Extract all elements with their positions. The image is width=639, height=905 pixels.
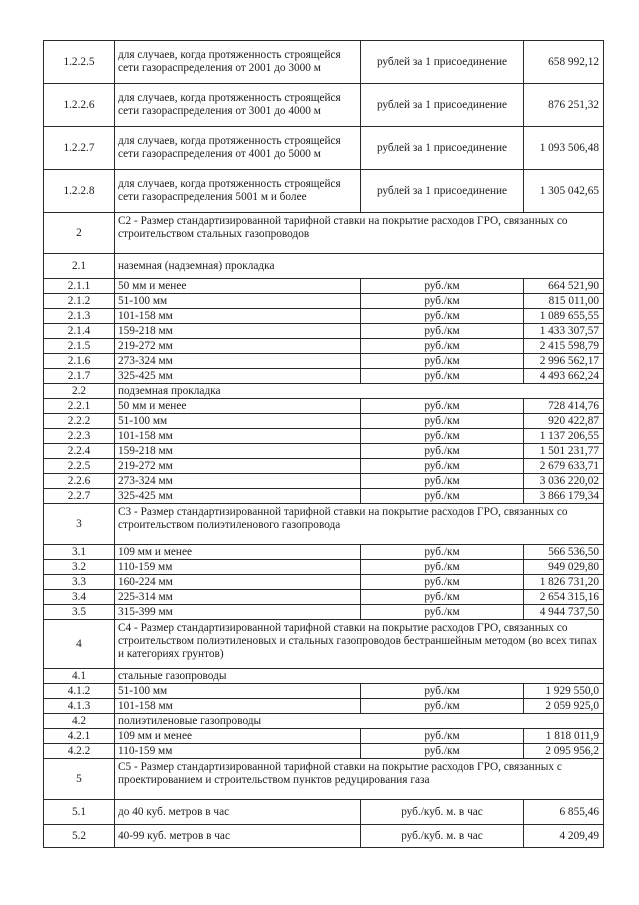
row-code: 4.1 (44, 669, 115, 684)
row-value: 728 414,76 (524, 399, 604, 414)
row-unit: руб./км (361, 575, 524, 590)
row-code: 2.1.3 (44, 309, 115, 324)
row-unit: руб./км (361, 545, 524, 560)
row-description: 159-218 мм (115, 444, 361, 459)
table-row (44, 324, 604, 339)
subsection-title: стальные газопроводы (115, 669, 604, 684)
row-unit: рублей за 1 присоединение (361, 127, 524, 170)
table-row (44, 84, 604, 127)
table-row (44, 560, 604, 575)
row-value: 1 093 506,48 (524, 127, 604, 170)
row-code: 2.2.5 (44, 459, 115, 474)
row-code: 2.2.3 (44, 429, 115, 444)
row-unit: руб./км (361, 729, 524, 744)
row-description: 101-158 мм (115, 699, 361, 714)
row-unit: руб./куб. м. в час (361, 800, 524, 825)
row-value: 4 493 662,24 (524, 369, 604, 384)
table-row (44, 825, 604, 848)
row-code: 2.1.7 (44, 369, 115, 384)
row-value: 815 011,00 (524, 294, 604, 309)
row-value: 2 679 633,71 (524, 459, 604, 474)
row-description: 219-272 мм (115, 339, 361, 354)
row-code: 3.1 (44, 545, 115, 560)
row-description: 50 мм и менее (115, 279, 361, 294)
row-unit: руб./км (361, 474, 524, 489)
row-code: 2.2.4 (44, 444, 115, 459)
row-unit: руб./км (361, 309, 524, 324)
row-code: 4.2.1 (44, 729, 115, 744)
subsection-title: подземная прокладка (115, 384, 604, 399)
row-value: 2 996 562,17 (524, 354, 604, 369)
row-code: 2.2.2 (44, 414, 115, 429)
table-row (44, 294, 604, 309)
row-description: 325-425 мм (115, 489, 361, 504)
row-description: 109 мм и менее (115, 545, 361, 560)
row-unit: руб./км (361, 744, 524, 759)
subsection-row (44, 254, 604, 279)
table-row (44, 127, 604, 170)
table-row (44, 684, 604, 699)
row-unit: руб./км (361, 489, 524, 504)
row-description: 51-100 мм (115, 414, 361, 429)
row-value: 4 209,49 (524, 825, 604, 848)
table-row (44, 170, 604, 213)
row-code: 3 (44, 504, 115, 545)
row-unit: руб./км (361, 560, 524, 575)
row-unit: руб./км (361, 590, 524, 605)
table-row (44, 474, 604, 489)
row-code: 1.2.2.7 (44, 127, 115, 170)
row-unit: руб./км (361, 324, 524, 339)
row-value: 3 866 179,34 (524, 489, 604, 504)
row-unit: руб./км (361, 429, 524, 444)
row-value: 920 422,87 (524, 414, 604, 429)
row-unit: рублей за 1 присоединение (361, 84, 524, 127)
row-unit: руб./км (361, 279, 524, 294)
row-code: 1.2.2.6 (44, 84, 115, 127)
row-description: 225-314 мм (115, 590, 361, 605)
row-unit: руб./км (361, 294, 524, 309)
row-code: 3.3 (44, 575, 115, 590)
section-title: С2 - Размер стандартизированной тарифной ставки на покрытие расходов ГРО, связанных со строительством стальных газопроводов (115, 213, 604, 254)
row-code: 2.1.2 (44, 294, 115, 309)
table-row (44, 459, 604, 474)
subsection-row (44, 669, 604, 684)
row-unit: руб./км (361, 354, 524, 369)
row-code: 4.1.2 (44, 684, 115, 699)
row-description: 219-272 мм (115, 459, 361, 474)
section-title: С3 - Размер стандартизированной тарифной ставки на покрытие расходов ГРО, связанных со строительством полиэтиленового газопровода (115, 504, 604, 545)
row-description: 101-158 мм (115, 429, 361, 444)
table-row (44, 279, 604, 294)
row-unit: руб./км (361, 699, 524, 714)
row-code: 4.2.2 (44, 744, 115, 759)
row-unit: рублей за 1 присоединение (361, 170, 524, 213)
table-row (44, 429, 604, 444)
table-row (44, 489, 604, 504)
row-value: 949 029,80 (524, 560, 604, 575)
row-unit: руб./км (361, 414, 524, 429)
tariff-table-page (43, 40, 603, 848)
row-code: 4 (44, 620, 115, 669)
row-description: 110-159 мм (115, 744, 361, 759)
table-row (44, 309, 604, 324)
row-value: 1 501 231,77 (524, 444, 604, 459)
row-code: 2.1.4 (44, 324, 115, 339)
table-row (44, 369, 604, 384)
row-description: до 40 куб. метров в час (115, 800, 361, 825)
table-row (44, 729, 604, 744)
row-value: 664 521,90 (524, 279, 604, 294)
row-code: 2.1 (44, 254, 115, 279)
row-value: 876 251,32 (524, 84, 604, 127)
row-value: 1 818 011,9 (524, 729, 604, 744)
row-description: 273-324 мм (115, 354, 361, 369)
subsection-row (44, 714, 604, 729)
table-row (44, 699, 604, 714)
row-description: 159-218 мм (115, 324, 361, 339)
row-code: 1.2.2.8 (44, 170, 115, 213)
row-description: 50 мм и менее (115, 399, 361, 414)
row-description: 110-159 мм (115, 560, 361, 575)
table-row (44, 545, 604, 560)
row-description: 325-425 мм (115, 369, 361, 384)
row-description: для случаев, когда протяженность строящейся сети газораспределения 5001 м и более (115, 170, 361, 213)
row-code: 4.1.3 (44, 699, 115, 714)
table-row (44, 744, 604, 759)
row-value: 1 929 550,0 (524, 684, 604, 699)
row-description: 101-158 мм (115, 309, 361, 324)
row-unit: руб./км (361, 459, 524, 474)
row-value: 4 944 737,50 (524, 605, 604, 620)
row-value: 1 305 042,65 (524, 170, 604, 213)
row-value: 2 415 598,79 (524, 339, 604, 354)
row-value: 2 095 956,2 (524, 744, 604, 759)
row-value: 1 089 655,55 (524, 309, 604, 324)
row-value: 2 059 925,0 (524, 699, 604, 714)
row-code: 5.1 (44, 800, 115, 825)
row-code: 1.2.2.5 (44, 41, 115, 84)
row-code: 2.1.6 (44, 354, 115, 369)
row-value: 2 654 315,16 (524, 590, 604, 605)
row-description: 40-99 куб. метров в час (115, 825, 361, 848)
row-value: 566 536,50 (524, 545, 604, 560)
row-value: 1 433 307,57 (524, 324, 604, 339)
row-description: 315-399 мм (115, 605, 361, 620)
row-value: 1 137 206,55 (524, 429, 604, 444)
row-description: 160-224 мм (115, 575, 361, 590)
row-unit: руб./км (361, 444, 524, 459)
row-code: 2.2.1 (44, 399, 115, 414)
row-code: 2.2 (44, 384, 115, 399)
row-description: для случаев, когда протяженность строящейся сети газораспределения от 2001 до 3000 м (115, 41, 361, 84)
row-code: 2.1.1 (44, 279, 115, 294)
row-description: 109 мм и менее (115, 729, 361, 744)
row-value: 1 826 731,20 (524, 575, 604, 590)
row-code: 4.2 (44, 714, 115, 729)
row-description: 273-324 мм (115, 474, 361, 489)
section-header-row (44, 504, 604, 545)
row-unit: руб./км (361, 684, 524, 699)
section-title: С5 - Размер стандартизированной тарифной ставки на покрытие расходов ГРО, связанных с проектированием и строительством пунктов редуцирования газа (115, 759, 604, 800)
subsection-row (44, 384, 604, 399)
table-row (44, 444, 604, 459)
row-code: 3.2 (44, 560, 115, 575)
row-code: 2.2.6 (44, 474, 115, 489)
row-description: для случаев, когда протяженность строящейся сети газораспределения от 4001 до 5000 м (115, 127, 361, 170)
table-row (44, 575, 604, 590)
section-header-row (44, 213, 604, 254)
table-row (44, 414, 604, 429)
tariff-table (43, 40, 604, 848)
row-code: 3.4 (44, 590, 115, 605)
row-description: 51-100 мм (115, 294, 361, 309)
row-value: 3 036 220,02 (524, 474, 604, 489)
row-unit: руб./км (361, 605, 524, 620)
subsection-title: наземная (надземная) прокладка (115, 254, 604, 279)
table-row (44, 41, 604, 84)
row-code: 2 (44, 213, 115, 254)
row-value: 6 855,46 (524, 800, 604, 825)
table-row (44, 354, 604, 369)
table-row (44, 399, 604, 414)
row-description: для случаев, когда протяженность строящейся сети газораспределения от 3001 до 4000 м (115, 84, 361, 127)
table-row (44, 339, 604, 354)
row-description: 51-100 мм (115, 684, 361, 699)
row-code: 5.2 (44, 825, 115, 848)
row-code: 5 (44, 759, 115, 800)
row-unit: рублей за 1 присоединение (361, 41, 524, 84)
section-header-row (44, 759, 604, 800)
row-code: 2.2.7 (44, 489, 115, 504)
table-row (44, 590, 604, 605)
subsection-title: полиэтиленовые газопроводы (115, 714, 604, 729)
row-unit: руб./км (361, 369, 524, 384)
table-row (44, 800, 604, 825)
row-unit: руб./км (361, 339, 524, 354)
row-code: 3.5 (44, 605, 115, 620)
section-title: С4 - Размер стандартизированной тарифной ставки на покрытие расходов ГРО, связанных со строительством полиэтиленовых и стальных газопроводов бестраншейным методом (во всех типах и категориях грунтов) (115, 620, 604, 669)
row-code: 2.1.5 (44, 339, 115, 354)
table-row (44, 605, 604, 620)
section-header-row (44, 620, 604, 669)
row-value: 658 992,12 (524, 41, 604, 84)
row-unit: руб./куб. м. в час (361, 825, 524, 848)
row-unit: руб./км (361, 399, 524, 414)
